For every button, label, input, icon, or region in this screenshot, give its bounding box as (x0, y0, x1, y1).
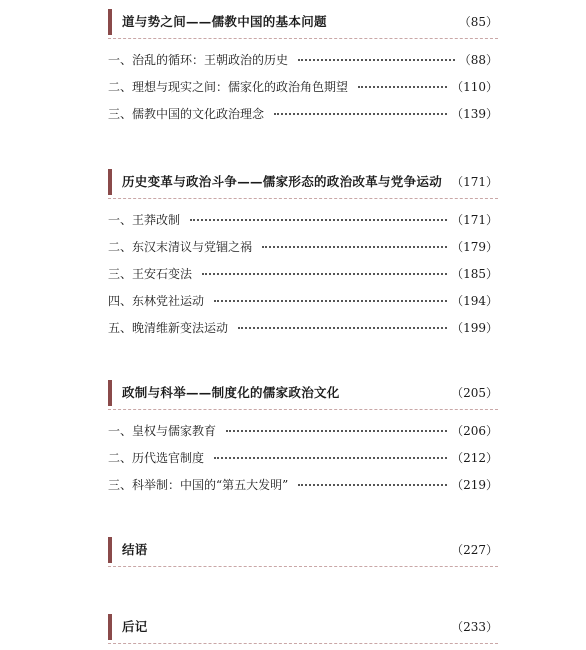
dot-leader (358, 86, 447, 88)
section-entry[interactable] (108, 476, 498, 503)
section-page-number: （171） (451, 213, 498, 227)
section-page-number: （206） (451, 424, 498, 438)
chapter-heading[interactable] (108, 9, 498, 35)
dot-leader (214, 457, 447, 459)
section-entry[interactable] (108, 238, 498, 265)
section-entry[interactable] (108, 78, 498, 105)
chapter-3 (108, 380, 498, 503)
chapter-page-number: （205） (451, 386, 498, 400)
dot-leader (274, 113, 447, 115)
chapter-heading[interactable] (108, 614, 498, 640)
section-entry[interactable] (108, 51, 498, 78)
section-page-number: （199） (451, 321, 498, 335)
section-title: 三、王安石变法 (108, 267, 193, 281)
chapter-title: 后记 (122, 619, 148, 634)
dot-leader (190, 219, 447, 221)
section-list (108, 51, 498, 132)
section-title: 三、科举制：中国的“第五大发明” (108, 478, 289, 492)
chapter-title: 历史变革与政治斗争——儒家形态的政治改革与党争运动 (122, 174, 443, 189)
section-title: 二、东汉末清议与党锢之祸 (108, 240, 253, 254)
dot-leader (214, 300, 447, 302)
chapter-page-number: （227） (451, 543, 498, 557)
chapter-heading[interactable] (108, 380, 498, 406)
chapter-heading[interactable] (108, 537, 498, 563)
chapter-divider (108, 409, 498, 410)
chapter-divider (108, 566, 498, 567)
chapter-conclusion (108, 537, 498, 567)
chapter-divider (108, 38, 498, 39)
section-page-number: （88） (458, 53, 498, 67)
section-page-number: （110） (451, 80, 498, 94)
section-page-number: （219） (451, 478, 498, 492)
section-page-number: （185） (451, 267, 498, 281)
section-entry[interactable] (108, 265, 498, 292)
dot-leader (262, 246, 447, 248)
chapter-title: 政制与科举——制度化的儒家政治文化 (122, 385, 340, 400)
section-page-number: （212） (451, 451, 498, 465)
chapter-1 (108, 9, 498, 132)
chapter-title: 结语 (122, 542, 148, 557)
chapter-divider (108, 643, 498, 644)
section-page-number: （179） (451, 240, 498, 254)
section-entry[interactable] (108, 211, 498, 238)
section-list (108, 211, 498, 346)
section-title: 三、儒教中国的文化政治理念 (108, 107, 265, 121)
section-title: 二、历代选官制度 (108, 451, 205, 465)
section-entry[interactable] (108, 319, 498, 346)
section-title: 一、皇权与儒家教育 (108, 424, 217, 438)
section-page-number: （139） (451, 107, 498, 121)
chapter-page-number: （233） (451, 620, 498, 634)
section-entry[interactable] (108, 449, 498, 476)
dot-leader (298, 59, 455, 61)
section-title: 二、理想与现实之间：儒家化的政治角色期望 (108, 80, 349, 94)
section-title: 四、东林党社运动 (108, 294, 205, 308)
section-title: 一、治乱的循环：王朝政治的历史 (108, 53, 289, 67)
chapter-title: 道与势之间——儒教中国的基本问题 (122, 14, 327, 29)
chapter-afterword (108, 614, 498, 644)
dot-leader (298, 484, 447, 486)
dot-leader (226, 430, 447, 432)
chapter-2 (108, 169, 498, 346)
chapter-page-number: （85） (458, 15, 498, 29)
section-entry[interactable] (108, 292, 498, 319)
chapter-page-number: （171） (451, 175, 498, 189)
dot-leader (238, 327, 447, 329)
section-title: 五、晚清维新变法运动 (108, 321, 229, 335)
section-entry[interactable] (108, 105, 498, 132)
section-page-number: （194） (451, 294, 498, 308)
chapter-heading[interactable] (108, 169, 498, 195)
chapter-divider (108, 198, 498, 199)
section-entry[interactable] (108, 422, 498, 449)
section-title: 一、王莽改制 (108, 213, 181, 227)
section-list (108, 422, 498, 503)
dot-leader (202, 273, 447, 275)
